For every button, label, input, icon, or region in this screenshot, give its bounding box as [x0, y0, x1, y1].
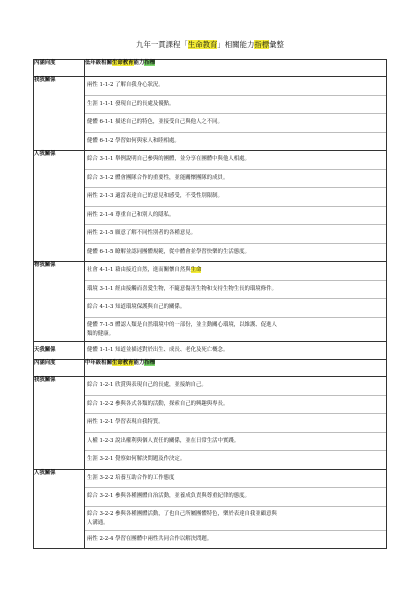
indicator-item: 綜合 3-1-2 體會團隊合作的重要性，並能關懷團隊的成員。	[85, 170, 386, 189]
indicator-item: 兩性 2-2-4 學習在團體中兩性共同合作以解決問題。	[87, 535, 213, 542]
group-items	[85, 341, 387, 360]
indicator-item: 兩性 2-1-4 尊重自己和別人的隱私。	[85, 207, 386, 226]
indicator-item-continuation: 人溝通。	[85, 519, 386, 531]
group-items	[85, 151, 387, 262]
group-name: 我我關係	[34, 77, 85, 151]
section-title-mid: 能力	[133, 60, 145, 66]
indicator-item: 生涯 3-2-1 覺察如何解決問題及作決定。	[87, 456, 186, 462]
indicator-item: 兩性 2-1-5 願意了解不同性別者的各種意見。	[85, 225, 386, 244]
section-title-highlight2: 指標	[144, 60, 156, 66]
section-header-row	[34, 60, 387, 77]
section-title-highlight: 生命教育	[111, 360, 134, 366]
group-name: 人我關係	[34, 469, 85, 549]
document-title	[0, 39, 420, 50]
indicator-item: 綜合 1-2-1 欣賞與表現自己的長處，並接納自己。	[85, 377, 386, 396]
indicator-item	[85, 262, 386, 281]
dimension-header: 內涵向度	[34, 60, 85, 77]
section-title-prefix: 中年級相關	[85, 360, 112, 366]
indicator-item: 兩性 1-2-1 學習表現自我特質。	[85, 414, 386, 433]
indicator-item: 健體 1-1-1 知道並描述對於出生、成長、老化及死亡概念。	[87, 346, 229, 353]
indicator-item: 綜合 3-2-1 參與各種團體自治活動，並養成負責與尊重紀律的態度。	[85, 488, 386, 507]
group-name: 天我關係	[34, 341, 85, 360]
group-items	[85, 377, 387, 470]
group-row	[34, 262, 387, 342]
indicator-text: 社會 4-1-1 藉由接近自然，進而關懷自然與	[87, 267, 191, 273]
indicator-highlight: 生命	[190, 267, 202, 273]
group-items	[85, 262, 387, 342]
group-name: 物我關係	[34, 262, 85, 342]
dimension-header: 內涵向度	[34, 360, 85, 377]
indicator-item: 健體 6-1-5 瞭解並認同團體規範，從中體會並學習快樂的生活態度。	[87, 248, 250, 255]
indicator-item: 環境 3-1-1 經由接觸而喜愛生物，不隨意傷害生物和支持生物生長的環境條件。	[85, 281, 386, 300]
group-name: 我我關係	[34, 377, 85, 470]
indicator-item: 綜合 4-1-3 知道環境保護與自己的關係。	[85, 299, 386, 318]
title-highlight-life-education: 生命教育	[187, 40, 218, 49]
section-title-prefix: 低年級相關	[85, 60, 112, 66]
title-highlight-indicators: 指標	[254, 40, 270, 49]
group-row	[34, 77, 387, 151]
group-items	[85, 469, 387, 549]
indicator-item: 健體 7-1-5 體認人類是自然環境中的一部份，並主動關心環境，以維護、促進人	[87, 321, 277, 328]
section-title-highlight: 生命教育	[111, 60, 134, 66]
title-prefix: 九年一貫課程「	[136, 40, 188, 49]
title-middle: 」相關能力	[217, 40, 255, 49]
indicator-item: 綜合 3-1-1 舉例說明自己參與的團體，並分享在團體中與他人相處。	[85, 151, 386, 170]
group-row	[34, 341, 387, 360]
group-name: 人我關係	[34, 151, 85, 262]
section-title-mid: 能力	[133, 360, 145, 366]
indicator-item-continuation: 類的健康。	[87, 330, 114, 337]
section-title	[85, 60, 387, 77]
indicator-item: 生涯 3-2-2 培養互助合作的工作態度	[85, 470, 386, 489]
group-row	[34, 469, 387, 549]
indicator-table	[33, 59, 387, 549]
indicator-item: 兩性 2-1-3 適當表達自己的意見和感受，不受性別限制。	[85, 188, 386, 207]
indicator-item: 健體 6-1-2 學習如何與家人和睦相處。	[87, 137, 180, 144]
indicator-item: 人權 1-2-3 說出權利與個人責任的關係，並在日常生活中實踐。	[85, 433, 386, 452]
title-suffix: 彙整	[269, 40, 284, 49]
indicator-item: 生涯 1-1-1 發現自己的長處及優點。	[85, 96, 386, 115]
indicator-item: 綜合 1-2-2 參與各式各類的活動，探索自己的興趣與專長。	[85, 396, 386, 415]
section-title	[85, 360, 387, 377]
section-title-highlight2: 指標	[144, 360, 156, 366]
section-header-row	[34, 360, 387, 377]
indicator-item: 健體 6-1-1 描述自己的特色，並接受自己與他人之不同。	[85, 114, 386, 133]
indicator-item: 兩性 1-1-2 了解自我身心狀況。	[85, 77, 386, 96]
indicator-item: 綜合 3-2-2 參與各種團體活動，了也自己所屬團體特色，樂於表達自我並顧意與	[87, 510, 277, 517]
group-row	[34, 377, 387, 470]
group-items	[85, 77, 387, 151]
group-row	[34, 151, 387, 262]
